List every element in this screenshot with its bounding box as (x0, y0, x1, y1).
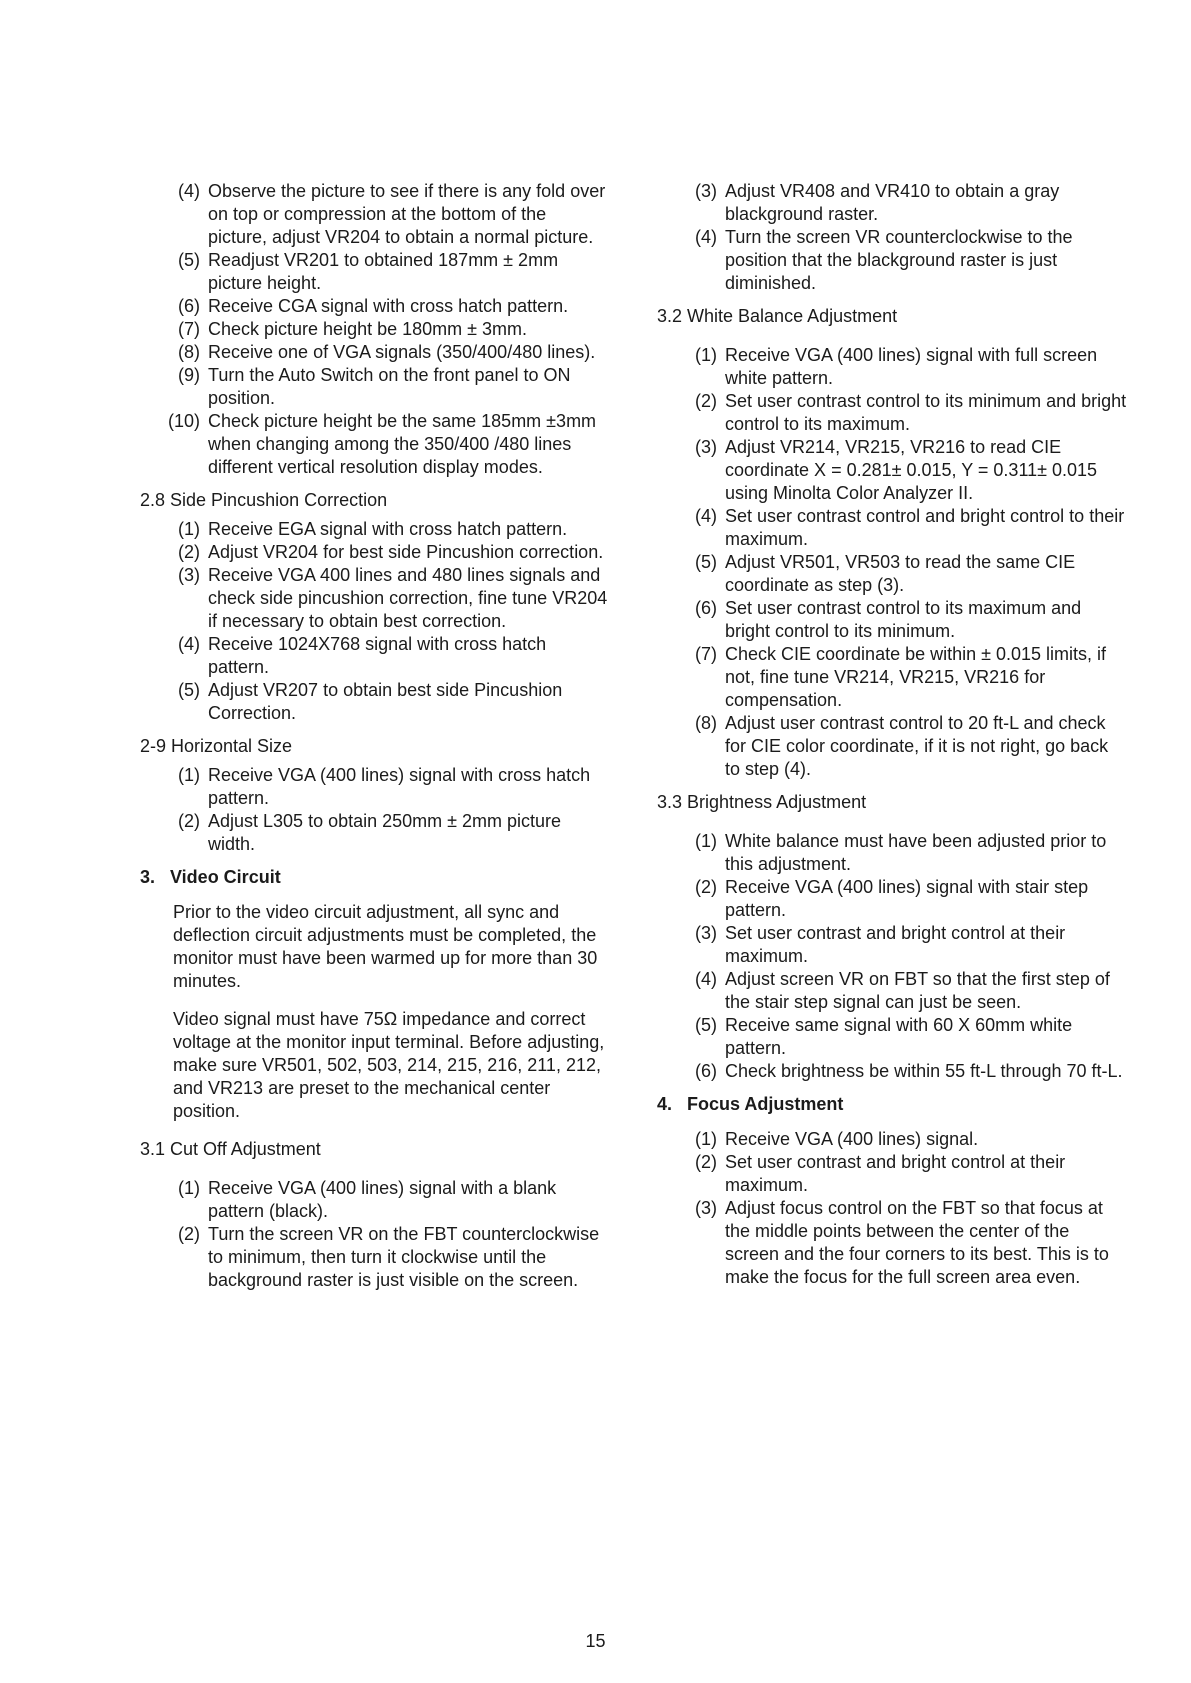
item-text: Check picture height be 180mm ± 3mm. (208, 319, 528, 339)
right-cont-list (657, 180, 1127, 295)
item-text: Adjust VR207 to obtain best side Pincushion Correction. (208, 680, 563, 723)
list-item (140, 341, 610, 364)
item-number: (10) (167, 411, 200, 431)
item-text: Adjust VR204 for best side Pincushion correction. (208, 542, 604, 562)
item-number: (5) (178, 680, 200, 700)
list-item (140, 564, 610, 633)
list-item (140, 180, 610, 249)
item-text: Adjust L305 to obtain 250mm ± 2mm picture width. (208, 811, 562, 854)
item-text: Observe the picture to see if there is any fold over on top or compression at the bottom of the picture, adjust VR204 to obtain a normal picture. (208, 181, 606, 247)
section-3-number: 3. (140, 867, 156, 887)
item-text: Check brightness be within 55 ft-L through 70 ft-L. (725, 1061, 1123, 1081)
list-item (657, 1151, 1127, 1197)
item-text: Set user contrast and bright control at their maximum. (725, 923, 1066, 966)
item-text: Adjust VR501, VR503 to read the same CIE coordinate as step (3). (725, 552, 1076, 595)
item-text: Adjust VR408 and VR410 to obtain a gray blackground raster. (725, 181, 1060, 224)
item-text: Set user contrast control to its minimum and bright control to its maximum. (725, 391, 1127, 434)
list-item (657, 344, 1127, 390)
section-3-heading (140, 866, 610, 889)
item-number: (8) (178, 342, 200, 362)
item-text: Turn the screen VR counterclockwise to the position that the blackground raster is just diminished. (725, 227, 1073, 293)
section-3-3-list (657, 830, 1127, 1083)
list-item (657, 390, 1127, 436)
list-item (657, 1014, 1127, 1060)
item-number: (1) (178, 519, 200, 539)
item-number: (2) (178, 811, 200, 831)
item-text: Receive same signal with 60 X 60mm white pattern. (725, 1015, 1073, 1058)
item-text: Set user contrast and bright control at their maximum. (725, 1152, 1066, 1195)
list-item (657, 643, 1127, 712)
section-2-8-title: 2.8 Side Pincushion Correction (140, 490, 388, 510)
item-number: (1) (695, 1129, 717, 1149)
item-number: (2) (695, 877, 717, 897)
list-item (140, 364, 610, 410)
item-text: Turn the Auto Switch on the front panel to ON position. (208, 365, 571, 408)
list-item (657, 551, 1127, 597)
item-number: (7) (695, 644, 717, 664)
section-3-paragraph-2: Video signal must have 75Ω impedance and correct voltage at the monitor input terminal. Before adjusting, make sure VR501, 502, 503, 214, 215, 216, 211, 212, and VR213 are preset to the mechanical center position. (173, 1009, 605, 1121)
section-3-paragraph-1: Prior to the video circuit adjustment, all sync and deflection circuit adjustments must be completed, the monitor must have been warmed up for more than 30 minutes. (173, 902, 598, 991)
section-3-3-title: 3.3 Brightness Adjustment (657, 792, 867, 812)
item-number: (1) (695, 831, 717, 851)
item-number: (2) (178, 1224, 200, 1244)
list-item (140, 518, 610, 541)
list-item (140, 764, 610, 810)
section-2-9-title: 2-9 Horizontal Size (140, 736, 293, 756)
item-number: (6) (178, 296, 200, 316)
item-number: (8) (695, 713, 717, 733)
item-text: Receive VGA (400 lines) signal with a blank pattern (black). (208, 1178, 557, 1221)
item-number: (3) (695, 181, 717, 201)
item-text: Set user contrast control to its maximum and bright control to its minimum. (725, 598, 1082, 641)
list-item (140, 541, 610, 564)
section-3-title: Video Circuit (170, 867, 281, 887)
item-number: (7) (178, 319, 200, 339)
item-text: Check picture height be the same 185mm ±3mm when changing among the 350/400 /480 lines different vertical resolution display modes. (208, 411, 597, 477)
list-item (657, 968, 1127, 1014)
list-item (657, 436, 1127, 505)
item-number: (3) (695, 1198, 717, 1218)
section-3-1-list (140, 1177, 610, 1292)
list-item (140, 679, 610, 725)
list-item (140, 318, 610, 341)
item-text: Readjust VR201 to obtained 187mm ± 2mm picture height. (208, 250, 559, 293)
item-text: Receive VGA (400 lines) signal with stair step pattern. (725, 877, 1089, 920)
item-text: Adjust user contrast control to 20 ft-L and check for CIE color coordinate, if it is not right, go back to step (4). (725, 713, 1109, 779)
section-4-title: Focus Adjustment (687, 1094, 844, 1114)
section-3-2-title: 3.2 White Balance Adjustment (657, 306, 898, 326)
list-item (140, 1223, 610, 1292)
item-text: Check CIE coordinate be within ± 0.015 limits, if not, fine tune VR214, VR215, VR216 for compensation. (725, 644, 1107, 710)
item-number: (2) (695, 391, 717, 411)
list-item (140, 1177, 610, 1223)
item-text: Adjust screen VR on FBT so that the first step of the stair step signal can just be seen. (725, 969, 1110, 1012)
item-text: Receive VGA (400 lines) signal. (725, 1129, 979, 1149)
left-column (140, 180, 610, 1292)
item-number: (3) (178, 565, 200, 585)
list-item (140, 249, 610, 295)
right-column (657, 180, 1127, 1289)
item-text: Receive EGA signal with cross hatch pattern. (208, 519, 568, 539)
list-item (657, 830, 1127, 876)
item-text: Receive CGA signal with cross hatch pattern. (208, 296, 569, 316)
item-text: Receive one of VGA signals (350/400/480 lines). (208, 342, 596, 362)
item-text: Receive 1024X768 signal with cross hatch pattern. (208, 634, 547, 677)
list-item (657, 505, 1127, 551)
section-4-number: 4. (657, 1094, 673, 1114)
item-number: (5) (178, 250, 200, 270)
item-text: Turn the screen VR on the FBT counterclockwise to minimum, then turn it clockwise until the background raster is just visible on the screen. (208, 1224, 600, 1290)
item-number: (4) (695, 227, 717, 247)
section-3-1-title: 3.1 Cut Off Adjustment (140, 1139, 321, 1159)
item-text: Set user contrast control and bright control to their maximum. (725, 506, 1125, 549)
list-item (657, 1128, 1127, 1151)
item-number: (1) (178, 1178, 200, 1198)
list-item (140, 633, 610, 679)
list-item (657, 1060, 1127, 1083)
item-number: (2) (695, 1152, 717, 1172)
item-text: Receive VGA (400 lines) signal with full screen white pattern. (725, 345, 1098, 388)
left-cont-list (140, 180, 610, 479)
item-text: White balance must have been adjusted prior to this adjustment. (725, 831, 1107, 874)
item-text: Receive VGA 400 lines and 480 lines signals and check side pincushion correction, fine tune VR204 if necessary to obtain best correction. (208, 565, 608, 631)
page-number: 15 (585, 1631, 606, 1651)
section-3-2-list (657, 344, 1127, 781)
section-4-heading (657, 1093, 1127, 1116)
item-number: (1) (695, 345, 717, 365)
item-number: (1) (178, 765, 200, 785)
item-number: (4) (695, 506, 717, 526)
item-number: (4) (695, 969, 717, 989)
list-item (657, 922, 1127, 968)
item-number: (9) (178, 365, 200, 385)
section-2-8-list (140, 518, 610, 725)
item-text: Adjust focus control on the FBT so that focus at the middle points between the center of the screen and the four corners to its best. This is to make the focus for the full screen area even. (725, 1198, 1109, 1287)
list-item (140, 295, 610, 318)
list-item (657, 876, 1127, 922)
list-item (140, 810, 610, 856)
item-text: Adjust VR214, VR215, VR216 to read CIE coordinate X = 0.281± 0.015, Y = 0.311± 0.015 using Minolta Color Analyzer II. (725, 437, 1098, 503)
item-number: (4) (178, 181, 200, 201)
item-number: (4) (178, 634, 200, 654)
list-item (657, 226, 1127, 295)
list-item (657, 712, 1127, 781)
item-number: (5) (695, 552, 717, 572)
list-item (657, 180, 1127, 226)
section-2-9-list (140, 764, 610, 856)
section-4-list (657, 1128, 1127, 1289)
item-text: Receive VGA (400 lines) signal with cross hatch pattern. (208, 765, 591, 808)
list-item (140, 410, 610, 479)
item-number: (2) (178, 542, 200, 562)
item-number: (5) (695, 1015, 717, 1035)
item-number: (3) (695, 437, 717, 457)
list-item (657, 597, 1127, 643)
list-item (657, 1197, 1127, 1289)
item-number: (6) (695, 598, 717, 618)
item-number: (3) (695, 923, 717, 943)
item-number: (6) (695, 1061, 717, 1081)
